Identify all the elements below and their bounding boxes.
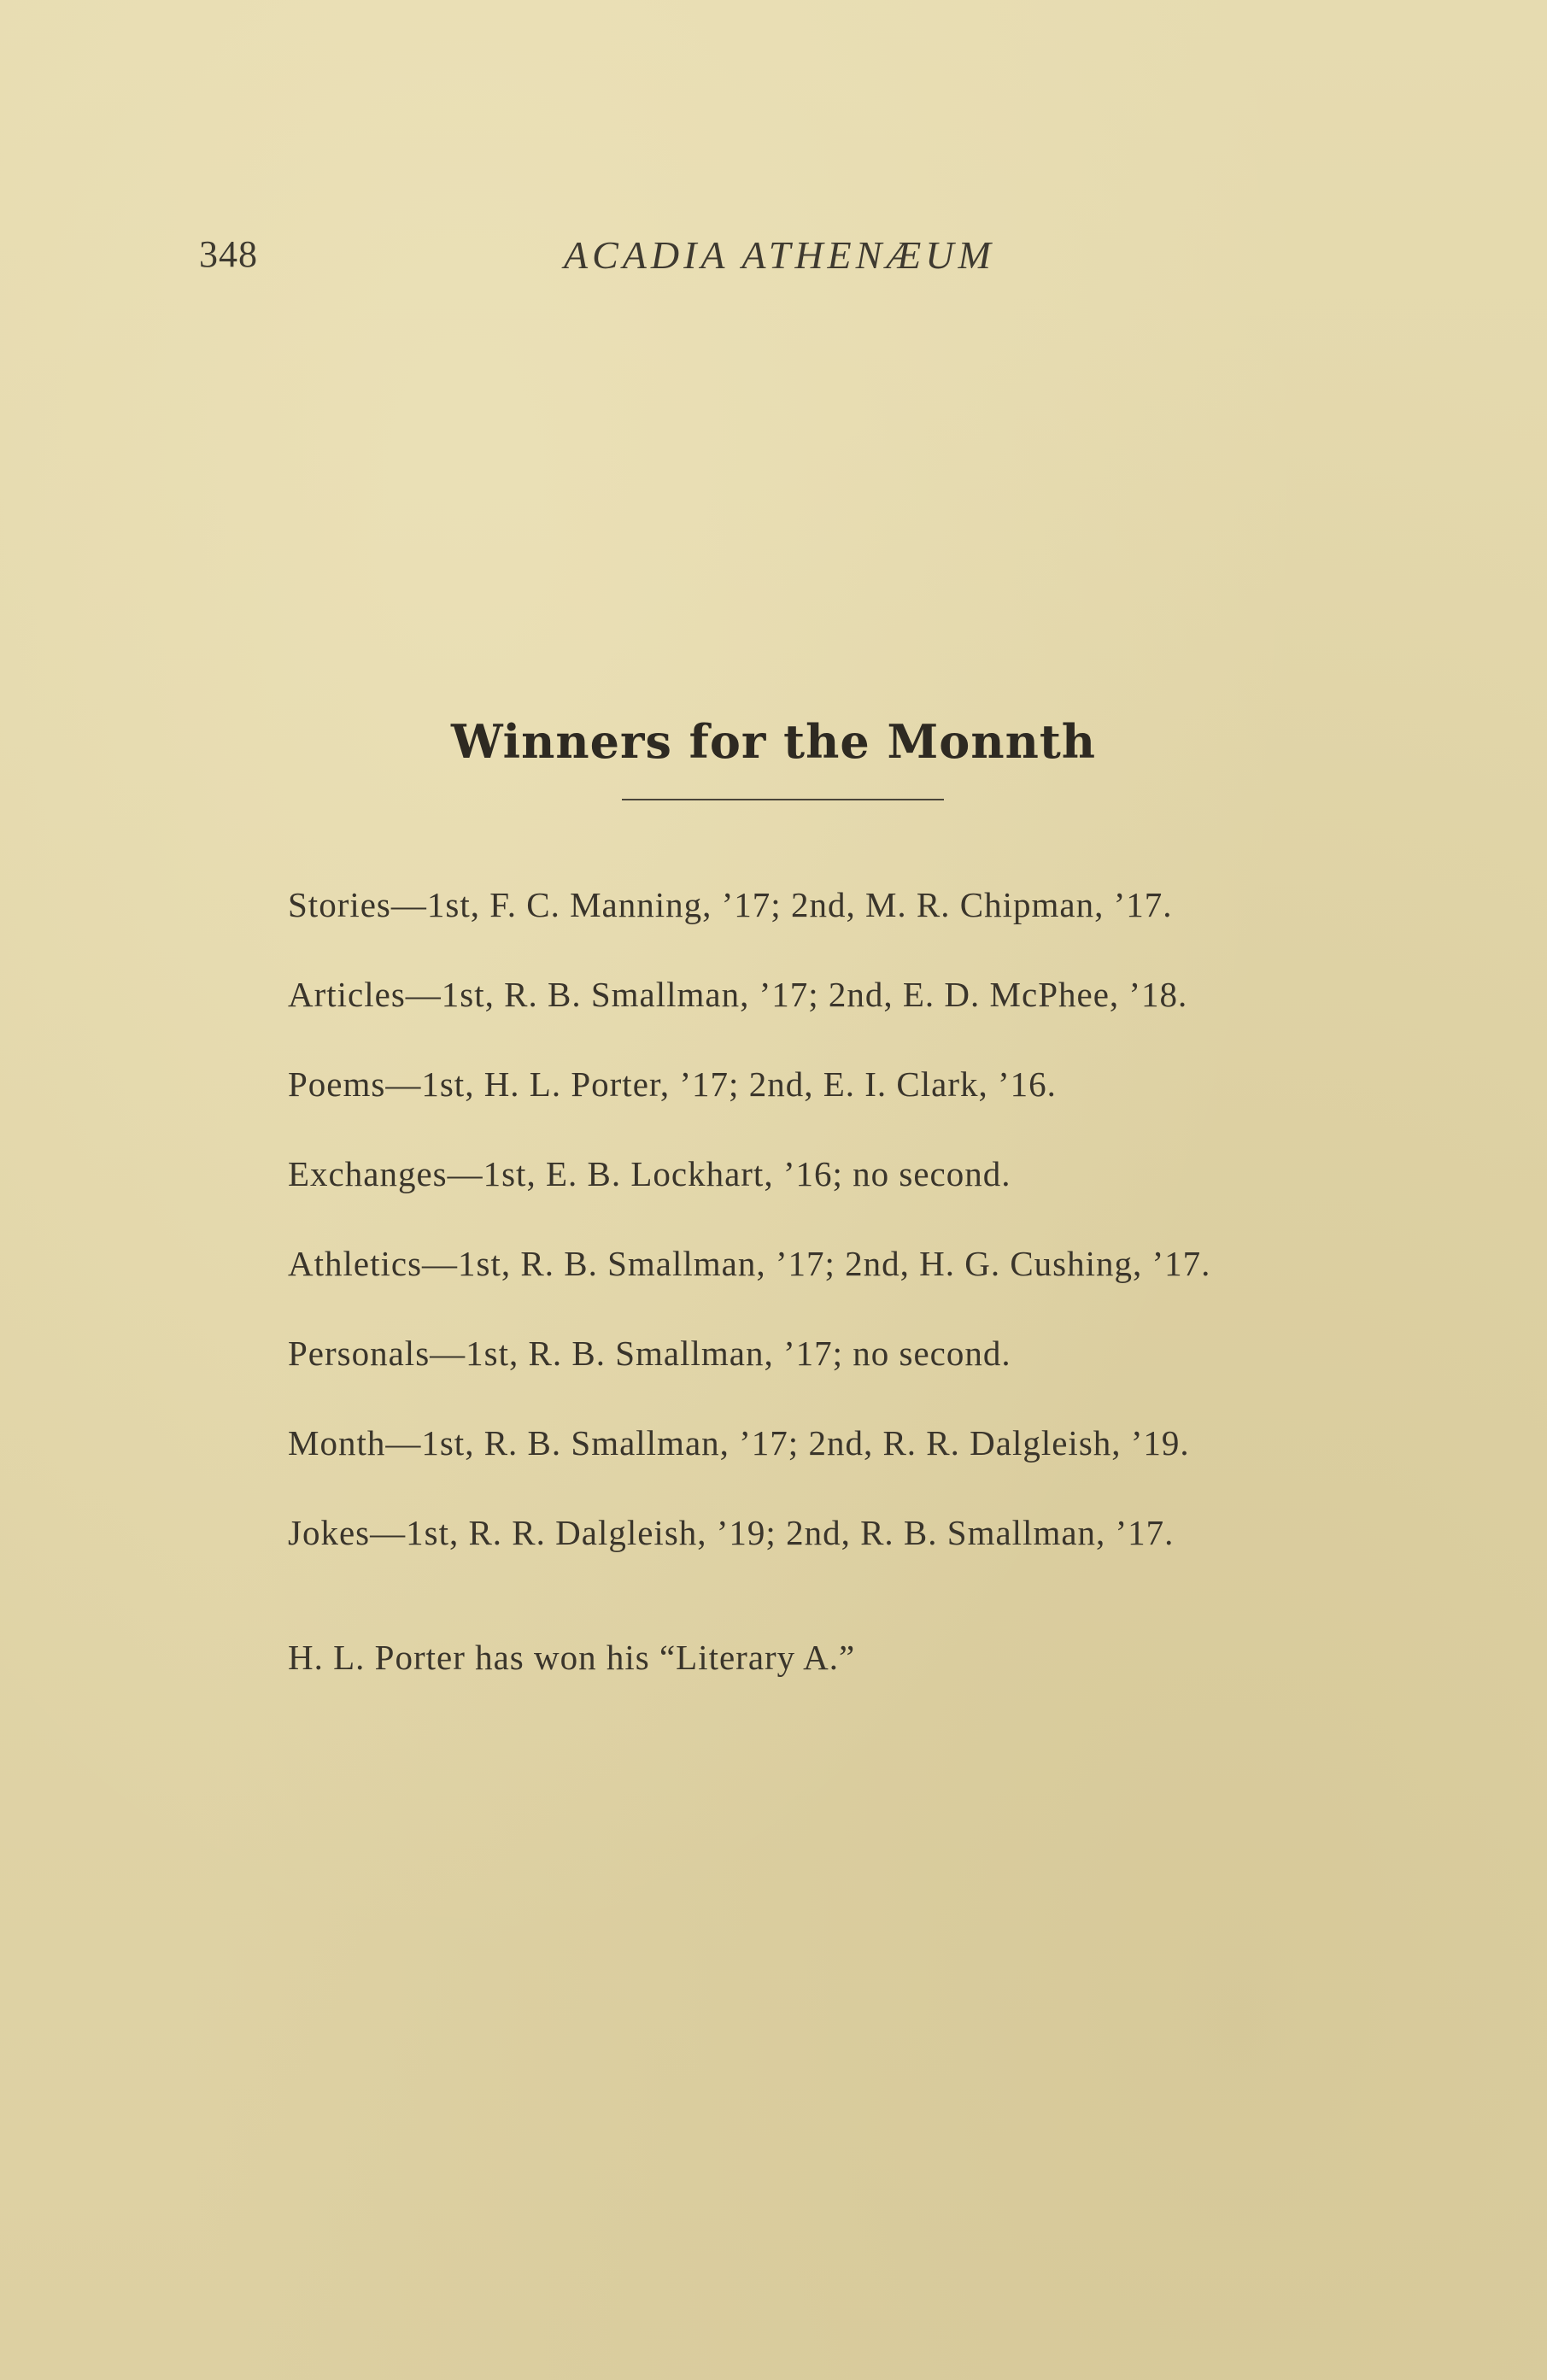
article-title: Winners for the Monnth — [450, 714, 1097, 770]
winner-entry-month: Month—1st, R. B. Smallman, ’17; 2nd, R. R. Dalgleish, ’19. — [288, 1423, 1190, 1463]
winners-list — [288, 884, 1210, 1602]
winner-entry-stories: Stories—1st, F. C. Manning, ’17; 2nd, M. R. Chipman, ’17. — [288, 885, 1173, 924]
winner-entry-athletics: Athletics—1st, R. B. Smallman, ’17; 2nd, H. G. Cushing, ’17. — [288, 1244, 1211, 1283]
journal-title: ACADIA ATHENÆUM — [564, 233, 995, 277]
page-number: 348 — [199, 233, 258, 275]
winner-entry-poems: Poems—1st, H. L. Porter, ’17; 2nd, E. I. Clark, ’16. — [288, 1064, 1057, 1104]
winner-entry-articles: Articles—1st, R. B. Smallman, ’17; 2nd, E. D. McPhee, ’18. — [288, 975, 1188, 1014]
literary-a-note: H. L. Porter has won his “Literary A.” — [288, 1638, 856, 1677]
running-head — [0, 232, 1547, 292]
winner-entry-jokes: Jokes—1st, R. R. Dalgleish, ’19; 2nd, R. B. Smallman, ’17. — [288, 1513, 1175, 1552]
winner-entry-personals: Personals—1st, R. B. Smallman, ’17; no second. — [288, 1334, 1011, 1373]
winner-entry-exchanges: Exchanges—1st, E. B. Lockhart, ’16; no second. — [288, 1154, 1011, 1193]
title-divider — [622, 799, 944, 800]
